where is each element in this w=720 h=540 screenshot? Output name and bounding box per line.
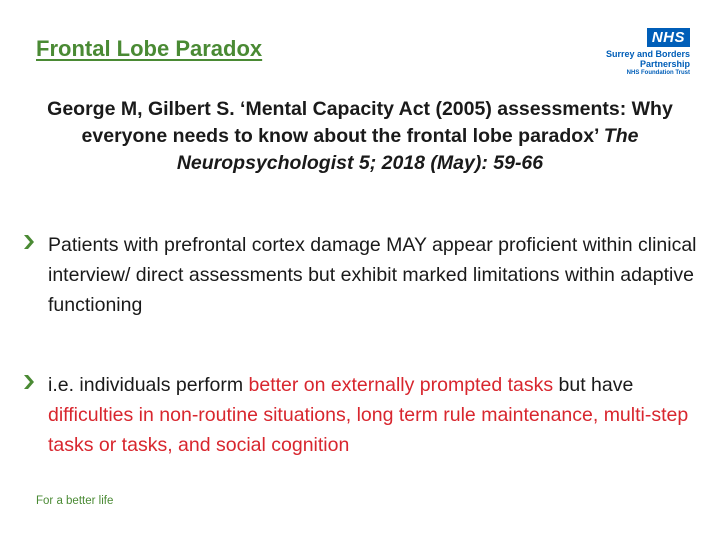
bullet-2-highlight-1: better on externally prompted tasks [248, 374, 554, 396]
bullet-2-part-1: i.e. individuals perform [48, 374, 249, 396]
nhs-trust-logo [592, 28, 692, 80]
bullet-2-part-3: but have [553, 374, 634, 396]
bullet-item-2 [24, 370, 708, 460]
reference-citation [8, 96, 712, 177]
nhs-badge: NHS [647, 28, 690, 47]
slide-title: Frontal Lobe Paradox [36, 36, 263, 61]
bullet-text-2 [48, 370, 708, 460]
logo-line-2: Partnership [639, 59, 690, 69]
chevron-right-icon [24, 375, 34, 389]
logo-line-1: Surrey and Borders [605, 49, 690, 59]
logo-line-3: NHS Foundation Trust [626, 70, 690, 76]
bullet-item-1 [24, 230, 708, 320]
reference-text: George M, Gilbert S. ‘Mental Capacity Act (2005) assessments: Why everyone needs to know about the frontal lobe paradox’ [47, 98, 673, 147]
bullet-2-highlight-2: difficulties in non-routine situations, long term rule maintenance, multi-step tasks or tasks, and social cognition [48, 404, 689, 456]
bullet-text-1: Patients with prefrontal cortex damage MAY appear proficient within clinical interview/ direct assessments but exhibit marked limitations within adaptive functioning [48, 234, 697, 316]
footer-tagline: For a better life [36, 495, 114, 507]
chevron-right-icon [24, 235, 34, 249]
reference-journal: The Neuropsychologist 5; 2018 (May): 59-66 [176, 125, 639, 174]
